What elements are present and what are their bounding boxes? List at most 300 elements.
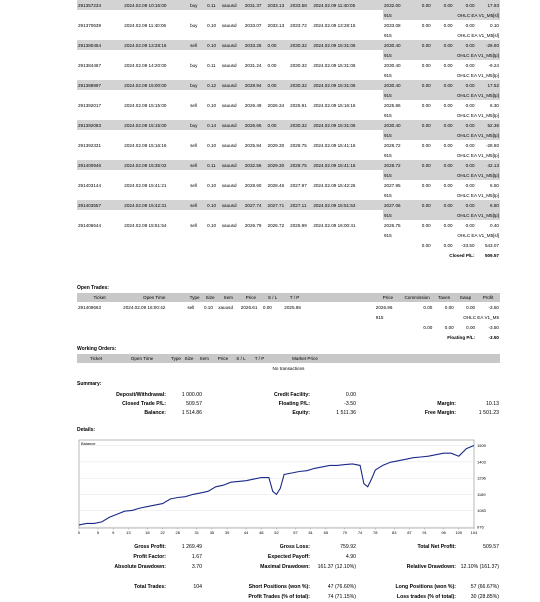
cell-comment: OHLC EA V1_M5[tp] [410,170,500,180]
cell-comment: OHLC EA V1_M5[tp] [410,130,500,140]
cell-price: 2026.79 [244,222,262,228]
cell-close-price: 2026.75 [383,222,401,228]
cell-type: buy [189,0,206,10]
floating-pl-label: Floating P/L: [447,334,476,340]
summary-value: 10.13 [486,400,499,407]
cell-type: sell [189,200,206,210]
cell-points: 915 [383,130,410,140]
closed-trade-subrow [77,190,500,200]
summary-label: Floating P/L: [278,400,310,407]
cell-commission: 0.00 [410,80,432,90]
cell-type: buy [189,80,206,90]
cell-ticket: 291400946 [77,160,123,170]
open-cell: 2026.96 [375,304,393,310]
cell-taxes: 0.00 [443,182,453,188]
summary-value: -3.50 [344,400,356,407]
x-tick-label: 31 [194,530,199,535]
closed-trade-subrow [77,150,500,160]
details-label: Loss trades (% of total): [396,594,456,600]
cell-profit: 6.30 [490,102,499,108]
cell-commission: 0.00 [421,182,431,188]
cell-sl: 2029.30 [267,142,285,148]
x-tick-label: 26 [175,530,180,535]
cell-open-time: 2024.02.09 15:00:00 [123,80,189,90]
closed-trade-subrow [77,90,500,100]
summary-label: Free Margin: [424,409,456,416]
cell-close-price: 2030.40 [383,80,410,90]
cell-profit: -28.60 [476,40,500,50]
x-tick-label: 61 [308,530,313,535]
cell-points: 915 [383,152,392,158]
header-cell: Ticket [77,354,115,363]
cell-open-time: 2024.02.09 15:42:31 [123,200,189,210]
details-value [457,552,500,562]
cell-taxes: 0.00 [443,62,453,68]
cell-size: 0.12 [206,80,221,90]
cell-taxes: 0.00 [443,22,453,28]
cell-comment: OHLC EA V1_M5[tp] [456,192,499,198]
x-tick-label: 39 [224,530,230,535]
closed-trade-row [77,180,500,190]
summary-label: Closed Trade P/L: [122,400,166,407]
open-trades-table [77,293,500,342]
cell-profit: 0.10 [490,22,499,28]
header-cell: S / L [262,293,283,302]
cell-profit: 17.52 [476,80,500,90]
cell-tp: 2033.72 [290,22,307,28]
details-label: Total Net Profit: [417,544,456,550]
open-total: 0.00 [423,324,433,330]
header-cell: Ticket [77,293,122,302]
total-commission: 0.00 [421,242,431,248]
cell-points: 915 [383,232,392,238]
closed-trade-subrow [77,30,500,40]
cell-open-time: 2024.02.09 15:51:54 [124,222,167,228]
cell-item: xauusd [221,62,237,68]
cell-item: xauusd [221,182,237,188]
closed-trade-subrow [77,210,500,220]
cell-swap: 0.00 [465,182,475,188]
closed-trade-subrow [77,110,500,120]
cell-type: sell [190,182,197,188]
cell-swap: 0.00 [454,0,476,10]
cell-tp: 2028.75 [290,142,307,148]
cell-profit: 52.36 [476,120,500,130]
cell-close-time: 2024.02.09 15:41:16 [313,142,356,148]
closed-trade-row [77,80,500,90]
cell-empty [77,332,401,342]
details-value: 47 (76.60%) [327,584,356,590]
working-empty-row [77,363,500,373]
cell-empty [77,10,383,20]
cell-tp: 2030.32 [289,80,312,90]
summary-row [77,399,500,408]
cell-size: 0.10 [207,142,217,148]
cell-empty [77,90,383,100]
cell-sl: 0.00 [267,120,290,130]
cell-type: sell [189,160,206,170]
cell-points: 915 [383,192,392,198]
cell-item: xauusd [221,222,237,228]
open-total: -3.50 [488,324,499,330]
cell-price: 2028.94 [244,80,267,90]
cell-empty [77,150,383,160]
open-comment: OHLC EA V1_M5 [463,314,499,320]
summary-label [357,390,457,399]
details-row [77,582,500,592]
cell-profit: 42.13 [476,160,500,170]
closed-trade-subrow [77,130,500,140]
header-cell [341,354,500,363]
working-header-row [77,354,500,363]
cell-points: 915 [383,210,410,220]
open-total: 0.00 [466,324,476,330]
cell-open-time: 2024.02.09 15:41:21 [124,182,167,188]
cell-price: 2033.26 [244,40,267,50]
cell-close-price: 2033.08 [383,22,401,28]
cell-tp: 2030.32 [289,40,312,50]
cell-swap: 0.00 [465,62,475,68]
floating-pl-row [77,332,500,342]
cell-swap: 0.00 [465,142,475,148]
cell-open-time: 2024.02.09 10:15:00 [123,0,189,10]
header-cell: Open Time [115,354,169,363]
details-label [77,592,167,602]
cell-empty [77,240,410,250]
header-cell: Price [214,354,232,363]
cell-size: 0.11 [206,0,221,10]
cell-open-time: 2024.02.09 11:40:06 [124,22,167,28]
header-cell: Market Price [269,354,341,363]
cell-open-time: 2024.02.09 15:35:02 [123,160,189,170]
x-tick-label: 35 [209,530,215,535]
closed-trade-subrow [77,10,500,20]
cell-points: 915 [383,50,410,60]
x-tick-label: 70 [342,530,348,535]
cell-commission: 0.00 [421,62,431,68]
details-label: Short Positions (won %): [248,584,310,590]
summary-value: 509.57 [186,400,202,407]
cell-empty [77,170,383,180]
cell-sl: 2027.71 [267,200,290,210]
summary-value: 1 514.86 [181,409,202,416]
cell-open-time: 2024.02.09 15:15:00 [124,102,167,108]
open-cell: 2025.95 [284,304,301,310]
cell-close-price: 2027.95 [383,182,401,188]
cell-item: xauusd [221,120,244,130]
closed-trade-row [77,140,500,150]
cell-points: 915 [383,10,410,20]
closed-trade-subrow [77,170,500,180]
header-cell: Price [240,293,262,302]
cell-sl: 0.00 [267,40,290,50]
cell-swap: 0.00 [454,160,476,170]
cell-ticket: 291392083 [77,120,123,130]
summary-label: Deposit/Withdrawal: [116,391,166,398]
cell-sl: 2033.13 [267,0,290,10]
cell-sl: 0.00 [267,62,277,68]
cell-price: 2026.49 [244,102,262,108]
cell-ticket: 291380454 [77,40,123,50]
details-row [77,592,500,602]
cell-empty [77,210,383,220]
details-value [167,592,203,602]
cell-ticket: 291357234 [77,0,123,10]
cell-ticket: 291403557 [77,200,123,210]
cell-item: xauusd [221,22,237,28]
details-value [167,572,203,582]
header-cell: Commission [401,293,433,302]
cell-type: sell [190,102,197,108]
summary-row [77,390,500,399]
cell-swap: 0.00 [454,80,476,90]
closed-trade-subrow [77,50,500,60]
details-value: 57 (66.67%) [470,584,499,590]
cell-tp: 2033.58 [289,0,312,10]
cell-swap: 0.00 [465,222,475,228]
details-label: Maximal Drawdown: [260,564,310,570]
cell-empty [77,190,383,200]
summary-table [77,390,500,417]
x-tick-label: 74 [357,530,363,535]
cell-size: 0.11 [207,62,216,68]
cell-commission: 0.00 [410,200,432,210]
details-value: 104 [193,584,202,590]
x-tick-label: 48 [259,530,264,535]
chart-legend: Balance [81,441,96,446]
cell-comment: OHLC EA V1_M5[tp] [456,72,499,78]
x-tick-label: 83 [392,530,397,535]
cell-size: 0.10 [207,222,217,228]
cell-tp: 2025.99 [290,222,307,228]
details-value [311,572,357,582]
cell-commission: 0.00 [421,102,431,108]
x-tick-label: 22 [160,530,165,535]
open-cell [306,302,375,312]
open-trade-subrow [77,312,500,322]
cell-close-price: 2027.06 [383,200,410,210]
x-tick-label: 5 [96,530,100,535]
open-totals-row [77,322,500,332]
cell-close-time: 2024.02.09 15:31:06 [312,80,383,90]
cell-empty [77,50,383,60]
y-tick-label: 1509 [477,443,486,449]
details-value: 74 (71.15%) [327,594,356,600]
cell-size: 0.10 [207,102,217,108]
y-tick-label: 1189 [477,492,486,498]
closed-trade-row [77,40,500,50]
details-value: 12.10% (161.37) [460,564,499,570]
cell-item: xauusd [221,102,237,108]
cell-tp: 2027.11 [289,200,312,210]
cell-taxes: 0.00 [443,102,453,108]
details-label: Profit Factor: [133,554,166,560]
closed-trade-row [77,220,500,230]
header-cell: T / P [250,354,269,363]
cell-type: buy [189,120,206,130]
cell-type: sell [189,40,206,50]
cell-ticket: 291370639 [78,22,101,28]
cell-item: xauusd [221,0,244,10]
y-tick-label: 1083 [477,508,486,514]
cell-item: xauusd [221,200,244,210]
summary-value: 1 511.36 [336,409,356,416]
header-cell: Open Time [122,293,186,302]
cell-profit: 6.50 [490,182,499,188]
summary-label: Margin: [437,400,456,407]
cell-commission: 0.00 [421,222,431,228]
closed-totals-row [77,240,500,250]
cell-empty [77,322,401,332]
cell-empty [77,230,383,240]
cell-close-price: 2032.00 [383,0,410,10]
summary-value [457,390,500,399]
no-transactions-text: No transactions [272,365,305,371]
x-tick-label: 18 [145,530,150,535]
cell-type: sell [190,142,197,148]
summary-title: Summary: [77,381,102,387]
closed-trade-row [77,160,500,170]
cell-close-price: 2030.40 [383,62,401,68]
cell-profit: 17.93 [476,0,500,10]
header-cell: Item [217,293,240,302]
header-cell: Size [184,356,194,361]
open-cell: 0.10 [203,304,213,310]
details-table [77,542,500,602]
cell-taxes: 0.00 [432,40,454,50]
details-row [77,542,500,552]
total-taxes: 0.00 [443,242,453,248]
cell-empty [77,250,410,260]
details-label [357,552,457,562]
total-profit: 543.07 [484,242,499,248]
x-tick-label: 87 [407,530,412,535]
cell-empty [77,130,383,140]
details-value [457,572,500,582]
header-cell: Swap [455,293,476,302]
closed-pl-label: Closed P/L: [449,252,475,258]
cell-item: xauusd [221,142,237,148]
summary-value: 1 501.23 [478,409,499,416]
details-value: 161.37 (12.10%) [317,564,356,570]
open-header-row [77,293,500,302]
cell-comment: OHLC EA V1_M5[tp] [410,50,500,60]
closed-trade-row [77,20,500,30]
cell-price: 2033.07 [244,22,262,28]
header-cell: Size [203,293,217,302]
cell-empty [77,70,383,80]
cell-close-time: 2024.02.09 15:51:53 [312,200,383,210]
x-tick-label: 91 [422,530,427,535]
open-cell: 0.00 [444,304,454,310]
cell-sl: 2033.13 [267,22,285,28]
details-label: Total Trades: [134,584,166,590]
open-cell: sell [187,304,195,310]
cell-points: 915 [383,32,392,38]
cell-close-time: 2024.02.09 11:40:05 [312,0,383,10]
details-label: Long Positions (won %): [395,584,456,590]
cell-type: sell [190,222,197,228]
cell-size: 0.10 [207,22,217,28]
cell-profit: -28.80 [485,142,499,148]
details-label: Profit Trades (% of total): [248,594,310,600]
x-tick-label: 100 [455,530,463,535]
y-tick-label: 1296 [477,475,486,481]
cell-empty [77,30,383,40]
cell-open-time: 2024.02.09 14:20:00 [124,62,167,68]
chart-plot-area [79,440,474,528]
cell-comment: OHLC EA V1_M5[sl] [410,10,500,20]
cell-close-price: 2030.40 [383,120,410,130]
cell-taxes: 0.00 [432,160,454,170]
cell-close-price: 2028.72 [383,142,401,148]
cell-close-time: 2024.02.09 15:41:16 [312,160,383,170]
cell-ticket: 291392017 [78,102,101,108]
cell-tp: 2028.75 [289,160,312,170]
cell-swap: 0.00 [454,200,476,210]
header-cell: Profit [476,293,500,302]
open-trades-title: Open Trades: [77,285,109,291]
cell-comment: OHLC EA V1_M5[tp] [410,90,500,100]
cell-commission: 0.00 [410,40,432,50]
details-row [77,562,500,572]
cell-close-time: 2024.02.09 16:00:41 [313,222,356,228]
open-total: 0.00 [444,324,454,330]
closed-trades-table [77,0,500,260]
cell-close-time: 2024.02.09 15:42:26 [313,182,356,188]
cell-sl: 0.00 [267,80,290,90]
details-label: Gross Loss: [279,544,310,550]
closed-trade-subrow [77,230,500,240]
cell-type: buy [190,22,198,28]
closed-trade-row [77,0,500,10]
x-tick-label: 52 [274,530,279,535]
cell-commission: 0.00 [421,142,431,148]
cell-taxes: 0.00 [443,142,453,148]
cell-comment: OHLC EA V1_M5[tp] [456,112,499,118]
cell-commission: 0.00 [410,160,432,170]
header-cell: Item [195,354,214,363]
cell-price: 2027.74 [244,200,267,210]
cell-close-price: 2025.86 [383,102,401,108]
closed-trade-row [77,60,500,70]
cell-size: 0.14 [206,120,221,130]
total-swap: -33.50 [461,242,475,248]
cell-taxes: 0.00 [432,120,454,130]
closed-trade-row [77,200,500,210]
cell-empty [77,110,383,120]
cell-size: 0.11 [206,160,221,170]
details-label: Gross Profit: [134,544,166,550]
open-points: 915 [375,314,384,320]
cell-close-time: 2024.02.09 15:31:06 [312,120,383,130]
summary-label: Equity: [292,409,310,416]
x-tick-label: 0 [77,530,81,535]
cell-close-price: 2028.72 [383,160,410,170]
cell-sl: 2029.30 [267,160,290,170]
cell-profit: 0.40 [490,222,499,228]
details-label [357,572,457,582]
floating-pl-value: -3.50 [488,334,499,340]
cell-swap: 0.00 [465,102,475,108]
details-label: Absolute Drawdown: [114,564,166,570]
cell-price: 2026.66 [244,120,267,130]
cell-points: 915 [383,170,410,180]
cell-ticket: 291406644 [78,222,101,228]
cell-tp: 2027.97 [290,182,307,188]
details-title: Details: [77,427,96,433]
details-label [77,572,167,582]
